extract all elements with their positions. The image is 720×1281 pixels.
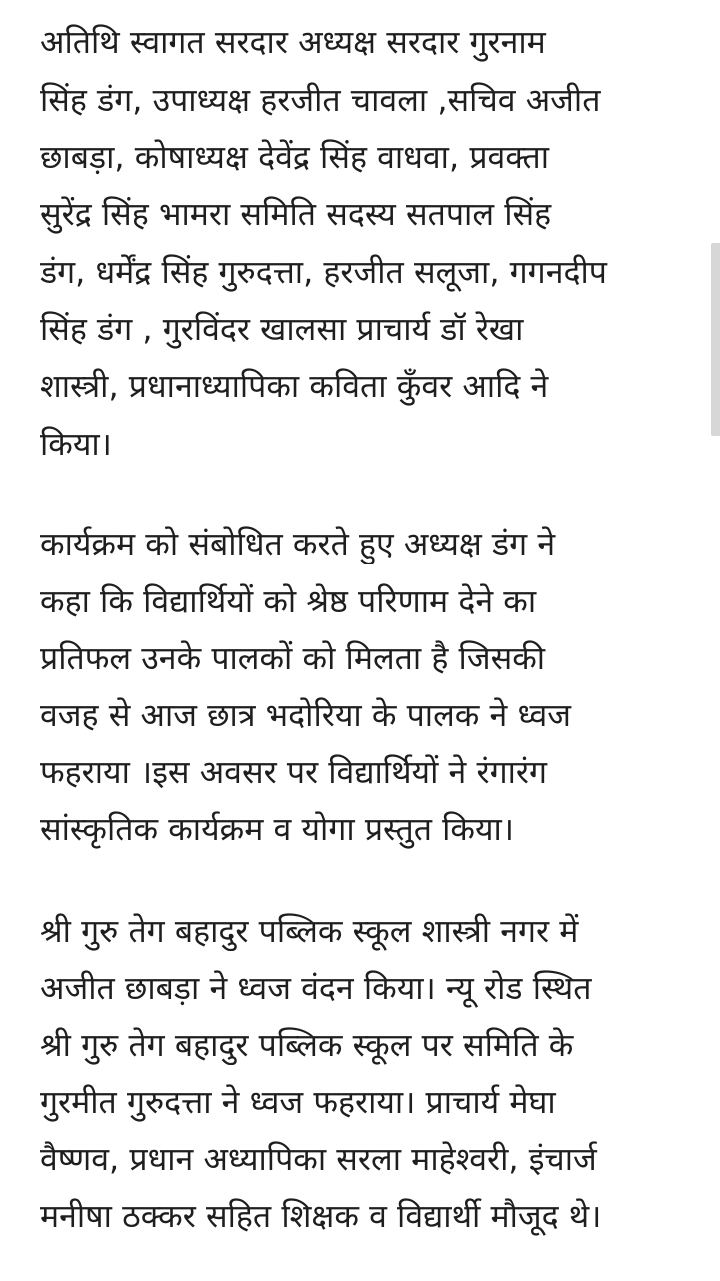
paragraph-line: अतिथि स्वागत सरदार अध्यक्ष सरदार गुरनाम <box>40 23 546 61</box>
paragraph-line: सुरेंद्र सिंह भामरा समिति सदस्य सतपाल सिंह <box>40 195 552 233</box>
paragraph-line: श्री गुरु तेग बहादुर पब्लिक स्कूल शास्त्री नगर में <box>40 912 579 950</box>
paragraph-line: फहराया ।इस अवसर पर विद्यार्थियों ने रंगारंग <box>40 753 547 791</box>
paragraph-line: शास्त्री, प्रधानाध्यापिका कविता कुँवर आदि ने <box>40 367 549 405</box>
paragraph-line: किया। <box>40 425 112 463</box>
paragraph-line: सिंह डंग , गुरविंदर खालसा प्राचार्य डॉ रेखा <box>40 310 524 348</box>
paragraph-line: छाबड़ा, कोषाध्यक्ष देवेंद्र सिंह वाधवा, प्रवक्ता <box>40 138 549 176</box>
paragraph-line: कार्यक्रम को संबोधित करते हुए अध्यक्ष डंग ने <box>40 525 556 563</box>
paragraph-line: गुरमीत गुरुदत्ता ने ध्वज फहराया। प्राचार्य मेघा <box>40 1083 556 1121</box>
paragraph-line: सांस्कृतिक कार्यक्रम व योगा प्रस्तुत किया। <box>40 810 514 848</box>
paragraph-line: श्री गुरु तेग बहादुर पब्लिक स्कूल पर समिति के <box>40 1026 574 1064</box>
paragraph-line: वजह से आज छात्र भदोरिया के पालक ने ध्वज <box>40 696 572 734</box>
paragraph-line: प्रतिफल उनके पालकों को मिलता है जिसकी <box>40 639 546 677</box>
paragraph-line: डंग, धर्मेंद्र सिंह गुरुदत्ता, हरजीत सलूजा, गगनदीप <box>40 253 607 291</box>
paragraph-line: मनीषा ठक्कर सहित शिक्षक व विद्यार्थी मौजूद थे। <box>40 1197 602 1235</box>
paragraph-line: अजीत छाबड़ा ने ध्वज वंदन किया। न्यू रोड स्थित <box>40 969 592 1007</box>
paragraph-line: वैष्णव, प्रधान अध्यापिका सरला माहेश्वरी, इंचार्ज <box>40 1140 597 1178</box>
paragraph-line: सिंह डंग, उपाध्यक्ष हरजीत चावला ,सचिव अजीत <box>40 81 601 119</box>
scrollbar-thumb[interactable] <box>711 243 720 436</box>
paragraph-line: कहा कि विद्यार्थियों को श्रेष्ठ परिणाम देने का <box>40 582 537 620</box>
